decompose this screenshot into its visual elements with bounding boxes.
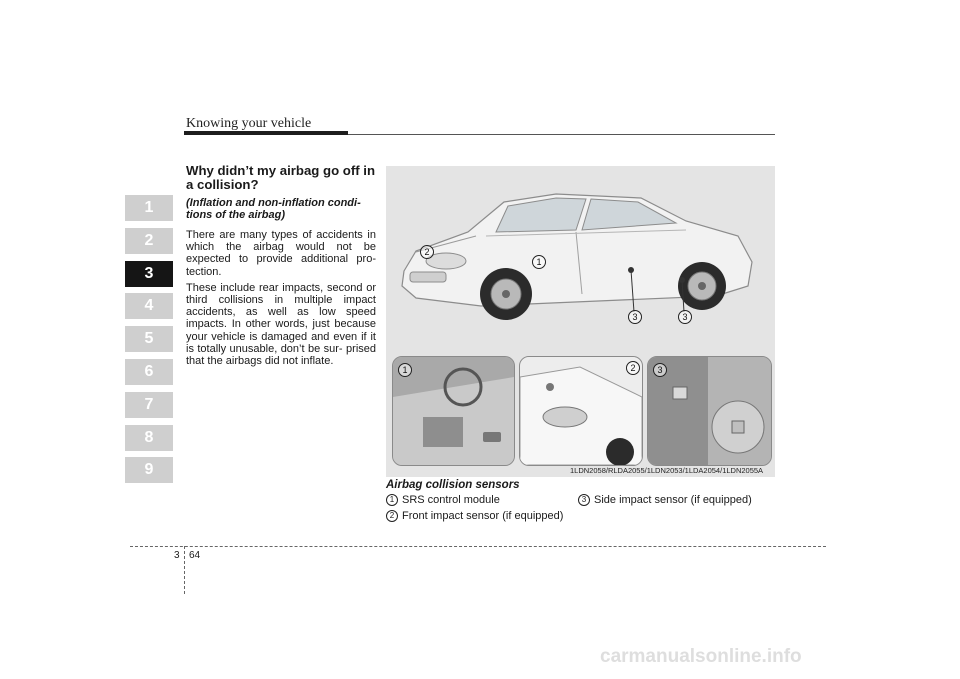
inset-callout-1: 1 (398, 363, 412, 377)
airbag-sensor-figure (386, 166, 775, 477)
legend-item-2 (386, 510, 563, 522)
header-rule-thin (348, 134, 775, 135)
legend-number: 3 (578, 494, 590, 506)
car-illustration (386, 166, 775, 356)
legend-number: 2 (386, 510, 398, 522)
header-rule-thick (184, 131, 348, 135)
legend-text: Front impact sensor (if equipped) (402, 510, 564, 522)
legend-text: SRS control module (402, 494, 500, 506)
inset-srs-control-module (392, 356, 515, 466)
chapter-tabs (125, 195, 173, 490)
body-paragraph-2: These include rear impacts, second or third collisions in multiple impact accidents, as well as low speed impacts. In other words, just because your vehicle is damaged and even if it is totally unusable, don’t be sur- prised that the airbags did not inflate. (186, 281, 376, 368)
callout-3-a: 3 (628, 310, 642, 324)
section-text (186, 164, 376, 371)
figure-code: 1LDN2058/RLDA2055/1LDN2053/1LDA2054/1LDN2055A (570, 466, 764, 475)
callout-2: 2 (420, 245, 434, 259)
legend-item-3 (578, 494, 752, 506)
chapter-tab-1[interactable]: 1 (125, 195, 173, 221)
header-title: Knowing your vehicle (186, 116, 312, 131)
section-heading: Why didn’t my airbag go off in a collision? (186, 163, 376, 192)
footer-divider (184, 546, 185, 594)
chapter-tab-7[interactable]: 7 (125, 392, 173, 418)
front-bumper-illustration (520, 357, 642, 465)
chapter-tab-6[interactable]: 6 (125, 359, 173, 385)
caption-title: Airbag collision sensors (386, 479, 520, 491)
footer-page-number: 64 (189, 550, 201, 561)
inset-callout-3: 3 (653, 363, 667, 377)
watermark: carmanualsonline.info (600, 646, 802, 667)
chapter-tab-2[interactable]: 2 (125, 228, 173, 254)
chapter-tab-8[interactable]: 8 (125, 425, 173, 451)
chapter-tab-9[interactable]: 9 (125, 457, 173, 483)
inset-side-impact-sensor (647, 356, 772, 466)
chapter-tab-3[interactable]: 3 (125, 261, 173, 287)
section-subheading: (Inflation and non-inflation condi- tions of the airbag) (186, 197, 361, 221)
legend-number: 1 (386, 494, 398, 506)
footer-rule (130, 546, 826, 547)
legend-item-1 (386, 494, 500, 506)
legend-text: Side impact sensor (if equipped) (594, 494, 752, 506)
chapter-tab-5[interactable]: 5 (125, 326, 173, 352)
b-pillar-illustration (648, 357, 771, 465)
chapter-tab-4[interactable]: 4 (125, 293, 173, 319)
inset-callout-2: 2 (626, 361, 640, 375)
inset-front-impact-sensor (519, 356, 643, 466)
footer-chapter-number: 3 (174, 550, 180, 561)
body-paragraph-1: There are many types of accidents in which the airbag would not be expected to provide additional pro- tection. (186, 229, 376, 278)
callout-3-b: 3 (678, 310, 692, 324)
callout-1: 1 (532, 255, 546, 269)
